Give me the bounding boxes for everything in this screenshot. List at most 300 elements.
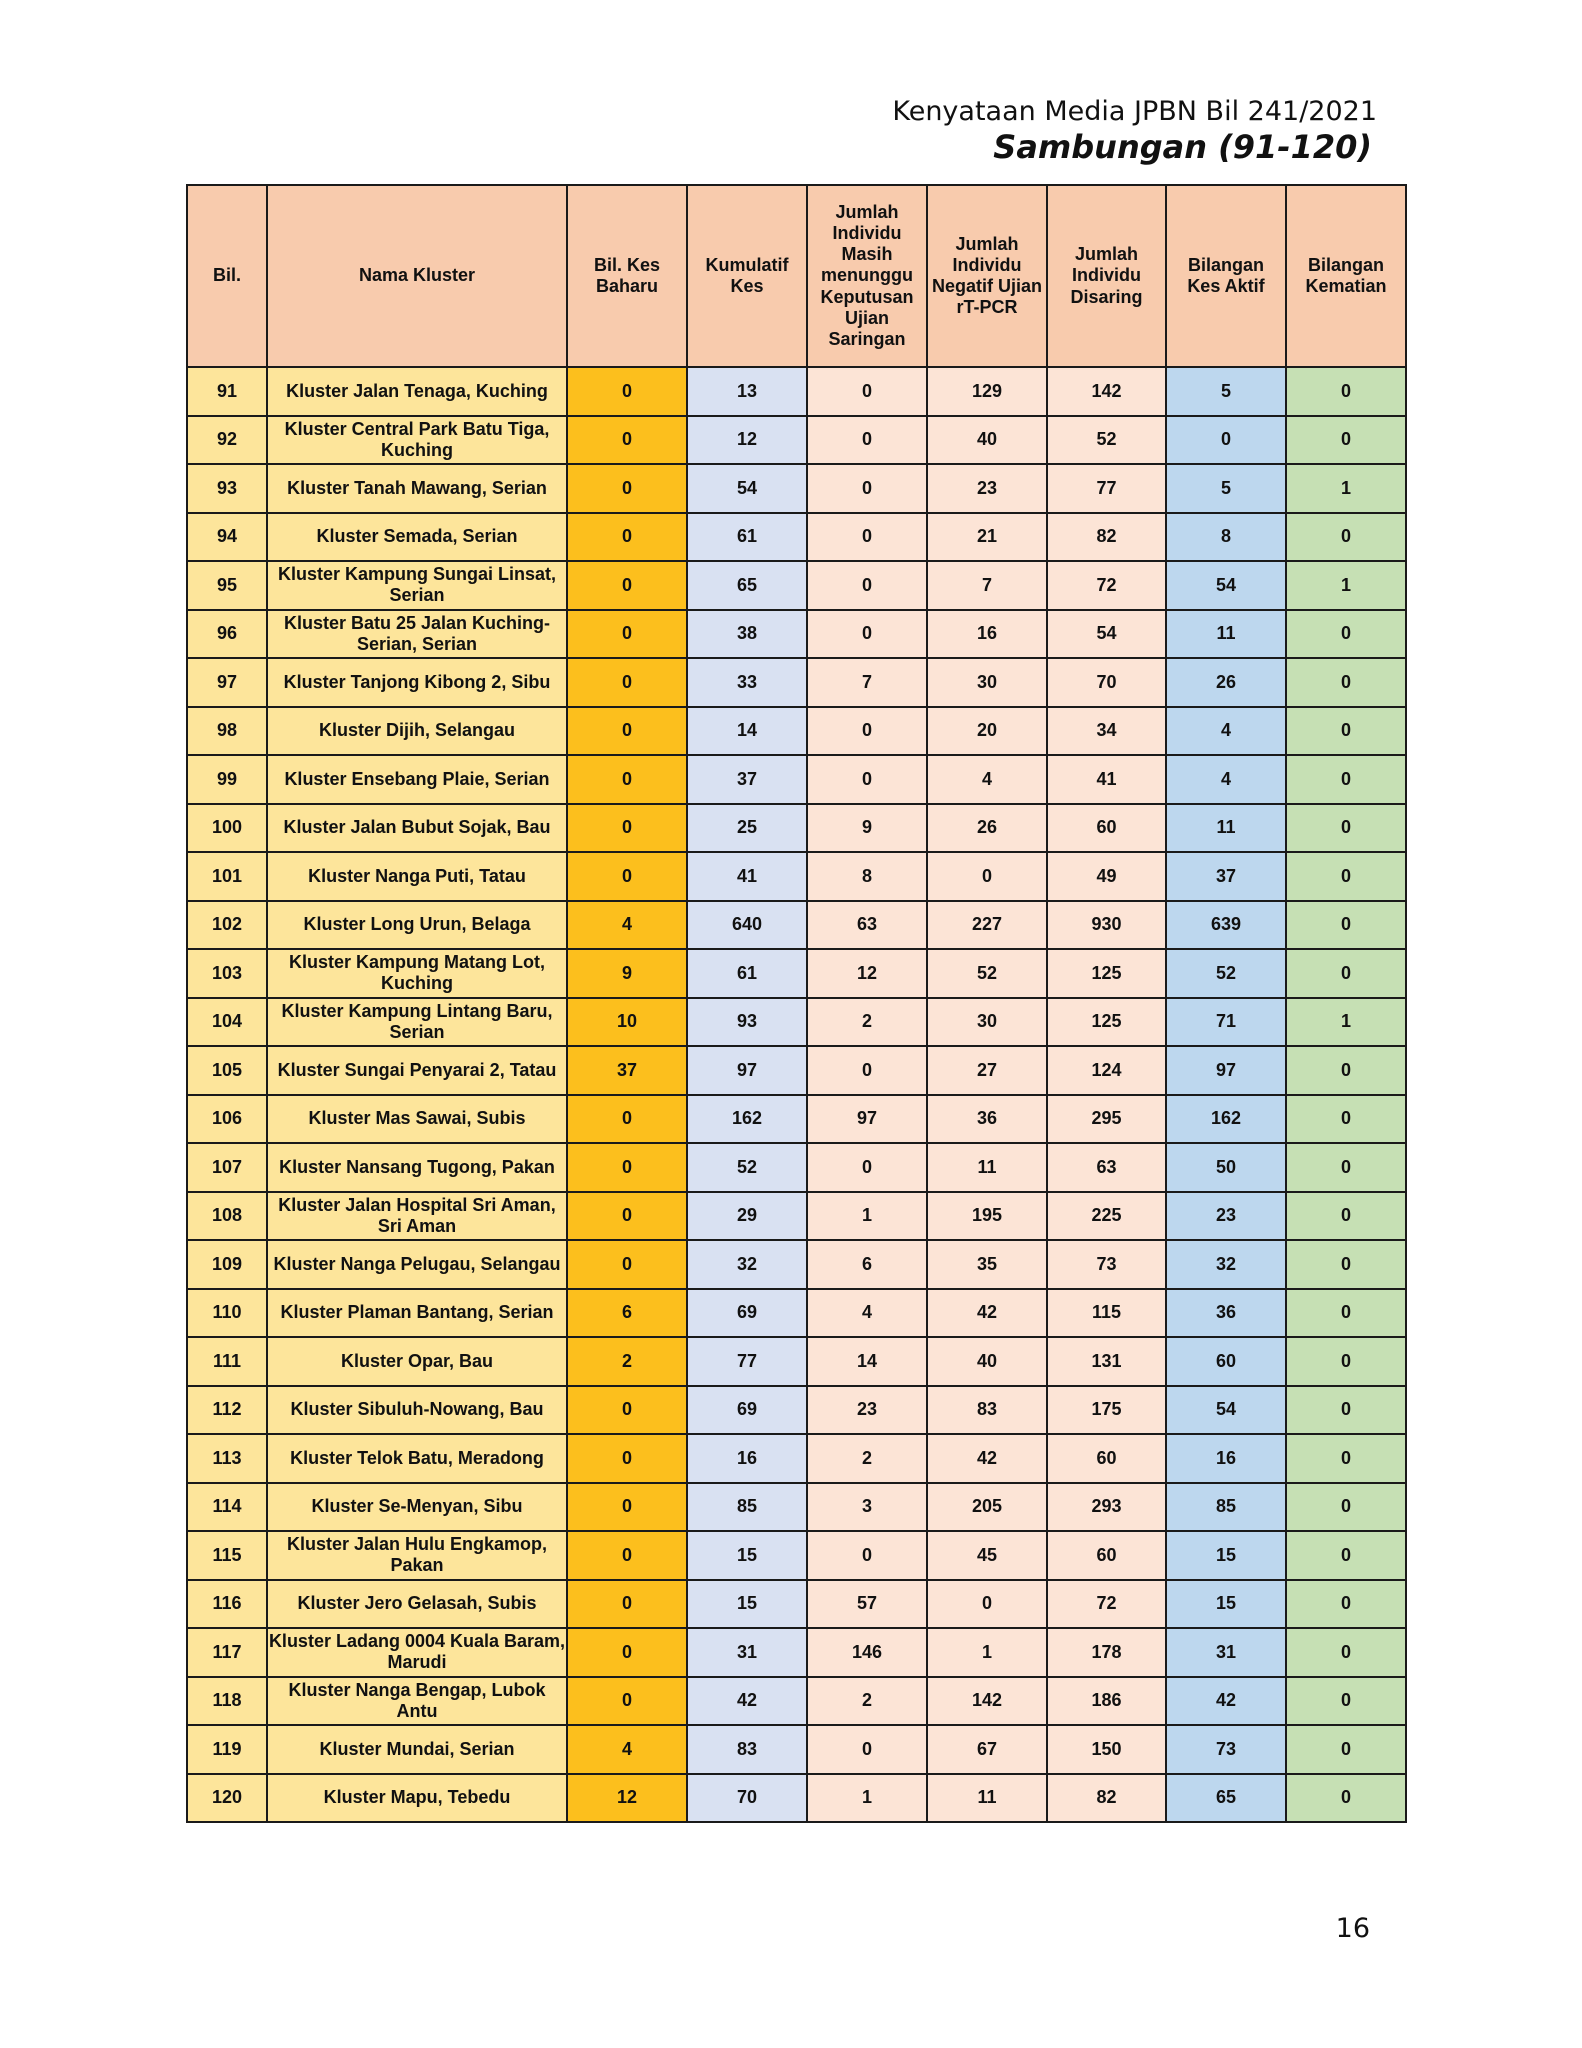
cell-kematian: 0 xyxy=(1286,1192,1406,1241)
cell-bil: 95 xyxy=(187,561,267,610)
cell-aktif: 26 xyxy=(1166,658,1286,707)
cell-kes-baharu: 0 xyxy=(567,513,687,562)
cell-nama: Kluster Plaman Bantang, Serian xyxy=(267,1289,567,1338)
cell-kematian: 0 xyxy=(1286,1628,1406,1677)
cell-menunggu: 14 xyxy=(807,1337,927,1386)
cell-kematian: 0 xyxy=(1286,1677,1406,1726)
table-row xyxy=(187,804,1406,853)
cell-negatif: 42 xyxy=(927,1289,1047,1338)
cell-kes-baharu: 9 xyxy=(567,949,687,998)
cell-kematian: 0 xyxy=(1286,1483,1406,1532)
cell-kes-baharu: 4 xyxy=(567,1725,687,1774)
cell-negatif: 40 xyxy=(927,1337,1047,1386)
cell-negatif: 0 xyxy=(927,852,1047,901)
cell-aktif: 54 xyxy=(1166,1386,1286,1435)
cell-negatif: 4 xyxy=(927,755,1047,804)
cell-nama: Kluster Batu 25 Jalan Kuching-Serian, Serian xyxy=(267,610,567,659)
cell-bil: 99 xyxy=(187,755,267,804)
cell-nama: Kluster Nanga Pelugau, Selangau xyxy=(267,1240,567,1289)
table-row xyxy=(187,367,1406,416)
cell-bil: 105 xyxy=(187,1046,267,1095)
cell-kes-baharu: 0 xyxy=(567,804,687,853)
page-number: 16 xyxy=(1335,1913,1370,1944)
cell-disaring: 72 xyxy=(1047,561,1166,610)
cell-kematian: 0 xyxy=(1286,1289,1406,1338)
cell-kes-baharu: 0 xyxy=(567,1580,687,1629)
cell-aktif: 5 xyxy=(1166,464,1286,513)
cell-nama: Kluster Kampung Lintang Baru, Serian xyxy=(267,998,567,1047)
cell-kumulatif: 54 xyxy=(687,464,807,513)
cell-kematian: 0 xyxy=(1286,1434,1406,1483)
cell-kes-baharu: 0 xyxy=(567,561,687,610)
cell-menunggu: 97 xyxy=(807,1095,927,1144)
cell-kematian: 0 xyxy=(1286,1337,1406,1386)
cell-kematian: 0 xyxy=(1286,1580,1406,1629)
table-row xyxy=(187,1240,1406,1289)
table-row xyxy=(187,1337,1406,1386)
cell-aktif: 0 xyxy=(1166,416,1286,465)
table-row xyxy=(187,1046,1406,1095)
cell-negatif: 30 xyxy=(927,998,1047,1047)
cell-nama: Kluster Central Park Batu Tiga, Kuching xyxy=(267,416,567,465)
cell-disaring: 60 xyxy=(1047,804,1166,853)
cell-disaring: 73 xyxy=(1047,1240,1166,1289)
cell-kematian: 0 xyxy=(1286,1095,1406,1144)
cell-kes-baharu: 0 xyxy=(567,1192,687,1241)
cell-menunggu: 0 xyxy=(807,1143,927,1192)
cell-kes-baharu: 12 xyxy=(567,1774,687,1823)
cell-disaring: 125 xyxy=(1047,949,1166,998)
cell-menunggu: 63 xyxy=(807,901,927,950)
cell-kumulatif: 15 xyxy=(687,1531,807,1580)
cell-kematian: 0 xyxy=(1286,367,1406,416)
cell-bil: 106 xyxy=(187,1095,267,1144)
cell-negatif: 1 xyxy=(927,1628,1047,1677)
cell-aktif: 162 xyxy=(1166,1095,1286,1144)
col-header-kematian: Bilangan Kematian xyxy=(1286,185,1406,367)
col-header-kumulatif: Kumulatif Kes xyxy=(687,185,807,367)
table-row xyxy=(187,998,1406,1047)
cell-bil: 100 xyxy=(187,804,267,853)
cell-negatif: 11 xyxy=(927,1143,1047,1192)
cell-menunggu: 8 xyxy=(807,852,927,901)
cell-nama: Kluster Sibuluh-Nowang, Bau xyxy=(267,1386,567,1435)
cell-nama: Kluster Nansang Tugong, Pakan xyxy=(267,1143,567,1192)
cell-nama: Kluster Telok Batu, Meradong xyxy=(267,1434,567,1483)
cell-aktif: 16 xyxy=(1166,1434,1286,1483)
cell-aktif: 85 xyxy=(1166,1483,1286,1532)
cell-kematian: 0 xyxy=(1286,755,1406,804)
cell-kumulatif: 65 xyxy=(687,561,807,610)
cell-nama: Kluster Ensebang Plaie, Serian xyxy=(267,755,567,804)
cell-kumulatif: 640 xyxy=(687,901,807,950)
cell-nama: Kluster Mundai, Serian xyxy=(267,1725,567,1774)
cell-menunggu: 0 xyxy=(807,561,927,610)
cell-disaring: 142 xyxy=(1047,367,1166,416)
cell-kumulatif: 29 xyxy=(687,1192,807,1241)
cell-kumulatif: 61 xyxy=(687,513,807,562)
cell-kematian: 0 xyxy=(1286,1143,1406,1192)
cell-bil: 116 xyxy=(187,1580,267,1629)
cell-bil: 102 xyxy=(187,901,267,950)
cell-kes-baharu: 0 xyxy=(567,1628,687,1677)
cell-bil: 120 xyxy=(187,1774,267,1823)
table-header-row xyxy=(187,185,1406,367)
cell-aktif: 15 xyxy=(1166,1580,1286,1629)
cell-negatif: 45 xyxy=(927,1531,1047,1580)
table-row xyxy=(187,1725,1406,1774)
cell-negatif: 11 xyxy=(927,1774,1047,1823)
cell-disaring: 124 xyxy=(1047,1046,1166,1095)
cell-negatif: 36 xyxy=(927,1095,1047,1144)
cell-aktif: 97 xyxy=(1166,1046,1286,1095)
cell-negatif: 20 xyxy=(927,707,1047,756)
cell-bil: 114 xyxy=(187,1483,267,1532)
cell-nama: Kluster Long Urun, Belaga xyxy=(267,901,567,950)
cell-kematian: 0 xyxy=(1286,610,1406,659)
cell-aktif: 73 xyxy=(1166,1725,1286,1774)
cell-menunggu: 0 xyxy=(807,1725,927,1774)
cell-kumulatif: 13 xyxy=(687,367,807,416)
col-header-disaring: Jumlah Individu Disaring xyxy=(1047,185,1166,367)
continuation-subtitle: Sambungan (91-120) xyxy=(993,128,1372,166)
cell-kematian: 0 xyxy=(1286,658,1406,707)
cell-kematian: 0 xyxy=(1286,1725,1406,1774)
cell-negatif: 227 xyxy=(927,901,1047,950)
cell-kes-baharu: 2 xyxy=(567,1337,687,1386)
cell-kematian: 0 xyxy=(1286,1046,1406,1095)
cell-aktif: 4 xyxy=(1166,755,1286,804)
cell-kumulatif: 69 xyxy=(687,1289,807,1338)
cell-kumulatif: 14 xyxy=(687,707,807,756)
cell-kematian: 0 xyxy=(1286,1531,1406,1580)
cell-kumulatif: 42 xyxy=(687,1677,807,1726)
cell-kematian: 0 xyxy=(1286,1774,1406,1823)
cell-kes-baharu: 0 xyxy=(567,1677,687,1726)
cell-aktif: 639 xyxy=(1166,901,1286,950)
table-row xyxy=(187,1289,1406,1338)
table-row xyxy=(187,755,1406,804)
cell-menunggu: 6 xyxy=(807,1240,927,1289)
cell-menunggu: 2 xyxy=(807,998,927,1047)
cell-aktif: 11 xyxy=(1166,804,1286,853)
cell-negatif: 26 xyxy=(927,804,1047,853)
cell-negatif: 27 xyxy=(927,1046,1047,1095)
table-row xyxy=(187,1531,1406,1580)
table-row xyxy=(187,1628,1406,1677)
cell-negatif: 195 xyxy=(927,1192,1047,1241)
cell-menunggu: 1 xyxy=(807,1774,927,1823)
cell-nama: Kluster Kampung Matang Lot, Kuching xyxy=(267,949,567,998)
cell-kes-baharu: 0 xyxy=(567,1095,687,1144)
cell-nama: Kluster Mapu, Tebedu xyxy=(267,1774,567,1823)
table-row xyxy=(187,1386,1406,1435)
cell-negatif: 83 xyxy=(927,1386,1047,1435)
cell-bil: 115 xyxy=(187,1531,267,1580)
cell-menunggu: 1 xyxy=(807,1192,927,1241)
cell-menunggu: 2 xyxy=(807,1677,927,1726)
cluster-table xyxy=(186,184,1407,1823)
cell-kematian: 0 xyxy=(1286,416,1406,465)
table-row xyxy=(187,949,1406,998)
table-row xyxy=(187,610,1406,659)
cell-aktif: 8 xyxy=(1166,513,1286,562)
col-header-bil: Bil. xyxy=(187,185,267,367)
table-row xyxy=(187,464,1406,513)
cell-aktif: 23 xyxy=(1166,1192,1286,1241)
cell-menunggu: 12 xyxy=(807,949,927,998)
table-row xyxy=(187,901,1406,950)
cell-aktif: 31 xyxy=(1166,1628,1286,1677)
cell-bil: 118 xyxy=(187,1677,267,1726)
cell-kumulatif: 32 xyxy=(687,1240,807,1289)
cell-disaring: 54 xyxy=(1047,610,1166,659)
cell-bil: 96 xyxy=(187,610,267,659)
cell-aktif: 32 xyxy=(1166,1240,1286,1289)
cell-bil: 107 xyxy=(187,1143,267,1192)
cell-nama: Kluster Sungai Penyarai 2, Tatau xyxy=(267,1046,567,1095)
table-body xyxy=(187,367,1406,1822)
table-row xyxy=(187,1095,1406,1144)
cell-disaring: 70 xyxy=(1047,658,1166,707)
cell-aktif: 5 xyxy=(1166,367,1286,416)
cell-disaring: 60 xyxy=(1047,1531,1166,1580)
cell-negatif: 23 xyxy=(927,464,1047,513)
cell-negatif: 40 xyxy=(927,416,1047,465)
cell-negatif: 30 xyxy=(927,658,1047,707)
cell-negatif: 205 xyxy=(927,1483,1047,1532)
cell-disaring: 63 xyxy=(1047,1143,1166,1192)
cell-bil: 92 xyxy=(187,416,267,465)
cell-nama: Kluster Mas Sawai, Subis xyxy=(267,1095,567,1144)
cell-kes-baharu: 0 xyxy=(567,707,687,756)
cell-aktif: 37 xyxy=(1166,852,1286,901)
cell-nama: Kluster Ladang 0004 Kuala Baram, Marudi xyxy=(267,1628,567,1677)
cell-kematian: 0 xyxy=(1286,1240,1406,1289)
cell-negatif: 142 xyxy=(927,1677,1047,1726)
cell-aktif: 50 xyxy=(1166,1143,1286,1192)
cell-aktif: 15 xyxy=(1166,1531,1286,1580)
cell-menunggu: 0 xyxy=(807,464,927,513)
cell-kematian: 0 xyxy=(1286,707,1406,756)
cell-menunggu: 146 xyxy=(807,1628,927,1677)
cell-kumulatif: 33 xyxy=(687,658,807,707)
cell-bil: 91 xyxy=(187,367,267,416)
cell-nama: Kluster Opar, Bau xyxy=(267,1337,567,1386)
table-row xyxy=(187,1143,1406,1192)
cell-aktif: 4 xyxy=(1166,707,1286,756)
cell-kematian: 1 xyxy=(1286,998,1406,1047)
cell-menunggu: 9 xyxy=(807,804,927,853)
table-row xyxy=(187,1192,1406,1241)
cell-aktif: 60 xyxy=(1166,1337,1286,1386)
cell-kes-baharu: 6 xyxy=(567,1289,687,1338)
table-row xyxy=(187,416,1406,465)
cell-bil: 104 xyxy=(187,998,267,1047)
cell-nama: Kluster Se-Menyan, Sibu xyxy=(267,1483,567,1532)
cell-disaring: 186 xyxy=(1047,1677,1166,1726)
cell-kematian: 1 xyxy=(1286,464,1406,513)
cell-disaring: 77 xyxy=(1047,464,1166,513)
cell-negatif: 35 xyxy=(927,1240,1047,1289)
cell-negatif: 52 xyxy=(927,949,1047,998)
cell-menunggu: 0 xyxy=(807,1531,927,1580)
cell-disaring: 175 xyxy=(1047,1386,1166,1435)
table-row xyxy=(187,707,1406,756)
cell-kumulatif: 83 xyxy=(687,1725,807,1774)
cell-disaring: 52 xyxy=(1047,416,1166,465)
cell-kes-baharu: 0 xyxy=(567,367,687,416)
table-row xyxy=(187,1677,1406,1726)
cell-kematian: 0 xyxy=(1286,513,1406,562)
cell-nama: Kluster Semada, Serian xyxy=(267,513,567,562)
cell-kumulatif: 70 xyxy=(687,1774,807,1823)
cell-kumulatif: 41 xyxy=(687,852,807,901)
cell-kumulatif: 31 xyxy=(687,1628,807,1677)
cell-kes-baharu: 0 xyxy=(567,1143,687,1192)
cell-nama: Kluster Jero Gelasah, Subis xyxy=(267,1580,567,1629)
cell-kes-baharu: 0 xyxy=(567,1386,687,1435)
cell-kumulatif: 15 xyxy=(687,1580,807,1629)
cell-kematian: 0 xyxy=(1286,949,1406,998)
cell-bil: 93 xyxy=(187,464,267,513)
cell-menunggu: 0 xyxy=(807,610,927,659)
col-header-negatif: Jumlah Individu Negatif Ujian rT-PCR xyxy=(927,185,1047,367)
cell-nama: Kluster Jalan Bubut Sojak, Bau xyxy=(267,804,567,853)
statement-title: Kenyataan Media JPBN Bil 241/2021 xyxy=(892,96,1377,127)
col-header-kes-baharu: Bil. Kes Baharu xyxy=(567,185,687,367)
cell-negatif: 0 xyxy=(927,1580,1047,1629)
cell-kematian: 0 xyxy=(1286,852,1406,901)
cell-kes-baharu: 0 xyxy=(567,416,687,465)
cell-kematian: 0 xyxy=(1286,804,1406,853)
cell-kes-baharu: 0 xyxy=(567,1483,687,1532)
table-row xyxy=(187,1434,1406,1483)
cell-kematian: 1 xyxy=(1286,561,1406,610)
cell-menunggu: 57 xyxy=(807,1580,927,1629)
cell-bil: 110 xyxy=(187,1289,267,1338)
cell-nama: Kluster Kampung Sungai Linsat, Serian xyxy=(267,561,567,610)
table-row xyxy=(187,513,1406,562)
cell-bil: 113 xyxy=(187,1434,267,1483)
cell-nama: Kluster Jalan Hospital Sri Aman, Sri Aman xyxy=(267,1192,567,1241)
cell-kumulatif: 38 xyxy=(687,610,807,659)
cell-kumulatif: 16 xyxy=(687,1434,807,1483)
cell-menunggu: 0 xyxy=(807,513,927,562)
cell-disaring: 293 xyxy=(1047,1483,1166,1532)
cell-nama: Kluster Jalan Hulu Engkamop, Pakan xyxy=(267,1531,567,1580)
cell-menunggu: 4 xyxy=(807,1289,927,1338)
table-row xyxy=(187,1483,1406,1532)
cell-disaring: 34 xyxy=(1047,707,1166,756)
cell-kes-baharu: 0 xyxy=(567,1240,687,1289)
cell-negatif: 129 xyxy=(927,367,1047,416)
cell-nama: Kluster Tanah Mawang, Serian xyxy=(267,464,567,513)
cell-aktif: 52 xyxy=(1166,949,1286,998)
cell-nama: Kluster Dijih, Selangau xyxy=(267,707,567,756)
cell-aktif: 54 xyxy=(1166,561,1286,610)
cell-disaring: 295 xyxy=(1047,1095,1166,1144)
cell-menunggu: 0 xyxy=(807,367,927,416)
cell-negatif: 67 xyxy=(927,1725,1047,1774)
cell-kumulatif: 85 xyxy=(687,1483,807,1532)
cell-negatif: 21 xyxy=(927,513,1047,562)
cell-menunggu: 7 xyxy=(807,658,927,707)
table-row xyxy=(187,1774,1406,1823)
cell-aktif: 65 xyxy=(1166,1774,1286,1823)
cell-menunggu: 23 xyxy=(807,1386,927,1435)
cell-negatif: 42 xyxy=(927,1434,1047,1483)
table-row xyxy=(187,1580,1406,1629)
cell-aktif: 42 xyxy=(1166,1677,1286,1726)
cell-disaring: 150 xyxy=(1047,1725,1166,1774)
cell-kumulatif: 61 xyxy=(687,949,807,998)
cell-kes-baharu: 0 xyxy=(567,610,687,659)
cell-kes-baharu: 0 xyxy=(567,658,687,707)
cell-menunggu: 0 xyxy=(807,707,927,756)
cell-aktif: 71 xyxy=(1166,998,1286,1047)
col-header-nama: Nama Kluster xyxy=(267,185,567,367)
cell-kumulatif: 52 xyxy=(687,1143,807,1192)
cell-menunggu: 0 xyxy=(807,416,927,465)
cell-disaring: 115 xyxy=(1047,1289,1166,1338)
cell-bil: 101 xyxy=(187,852,267,901)
cell-nama: Kluster Nanga Puti, Tatau xyxy=(267,852,567,901)
cell-bil: 108 xyxy=(187,1192,267,1241)
cell-kumulatif: 162 xyxy=(687,1095,807,1144)
cell-disaring: 82 xyxy=(1047,513,1166,562)
cell-menunggu: 3 xyxy=(807,1483,927,1532)
cell-disaring: 41 xyxy=(1047,755,1166,804)
cell-disaring: 72 xyxy=(1047,1580,1166,1629)
col-header-aktif: Bilangan Kes Aktif xyxy=(1166,185,1286,367)
cell-kes-baharu: 0 xyxy=(567,852,687,901)
cell-disaring: 49 xyxy=(1047,852,1166,901)
cell-bil: 111 xyxy=(187,1337,267,1386)
cell-kumulatif: 12 xyxy=(687,416,807,465)
cell-disaring: 930 xyxy=(1047,901,1166,950)
cell-bil: 98 xyxy=(187,707,267,756)
col-header-menunggu: Jumlah Individu Masih menunggu Keputusan Ujian Saringan xyxy=(807,185,927,367)
cell-kes-baharu: 10 xyxy=(567,998,687,1047)
cell-nama: Kluster Tanjong Kibong 2, Sibu xyxy=(267,658,567,707)
cell-kumulatif: 25 xyxy=(687,804,807,853)
cell-kumulatif: 37 xyxy=(687,755,807,804)
cell-kes-baharu: 0 xyxy=(567,1531,687,1580)
cell-menunggu: 0 xyxy=(807,755,927,804)
cell-kes-baharu: 4 xyxy=(567,901,687,950)
cell-menunggu: 2 xyxy=(807,1434,927,1483)
cell-bil: 94 xyxy=(187,513,267,562)
cell-kumulatif: 93 xyxy=(687,998,807,1047)
cell-negatif: 16 xyxy=(927,610,1047,659)
cell-disaring: 125 xyxy=(1047,998,1166,1047)
table-row xyxy=(187,561,1406,610)
cell-bil: 103 xyxy=(187,949,267,998)
cell-aktif: 11 xyxy=(1166,610,1286,659)
cell-kes-baharu: 0 xyxy=(567,755,687,804)
cell-bil: 109 xyxy=(187,1240,267,1289)
cell-disaring: 60 xyxy=(1047,1434,1166,1483)
cell-aktif: 36 xyxy=(1166,1289,1286,1338)
cell-disaring: 82 xyxy=(1047,1774,1166,1823)
cell-kes-baharu: 0 xyxy=(567,1434,687,1483)
cell-kumulatif: 77 xyxy=(687,1337,807,1386)
cell-bil: 117 xyxy=(187,1628,267,1677)
cell-nama: Kluster Jalan Tenaga, Kuching xyxy=(267,367,567,416)
cell-bil: 97 xyxy=(187,658,267,707)
cell-disaring: 225 xyxy=(1047,1192,1166,1241)
